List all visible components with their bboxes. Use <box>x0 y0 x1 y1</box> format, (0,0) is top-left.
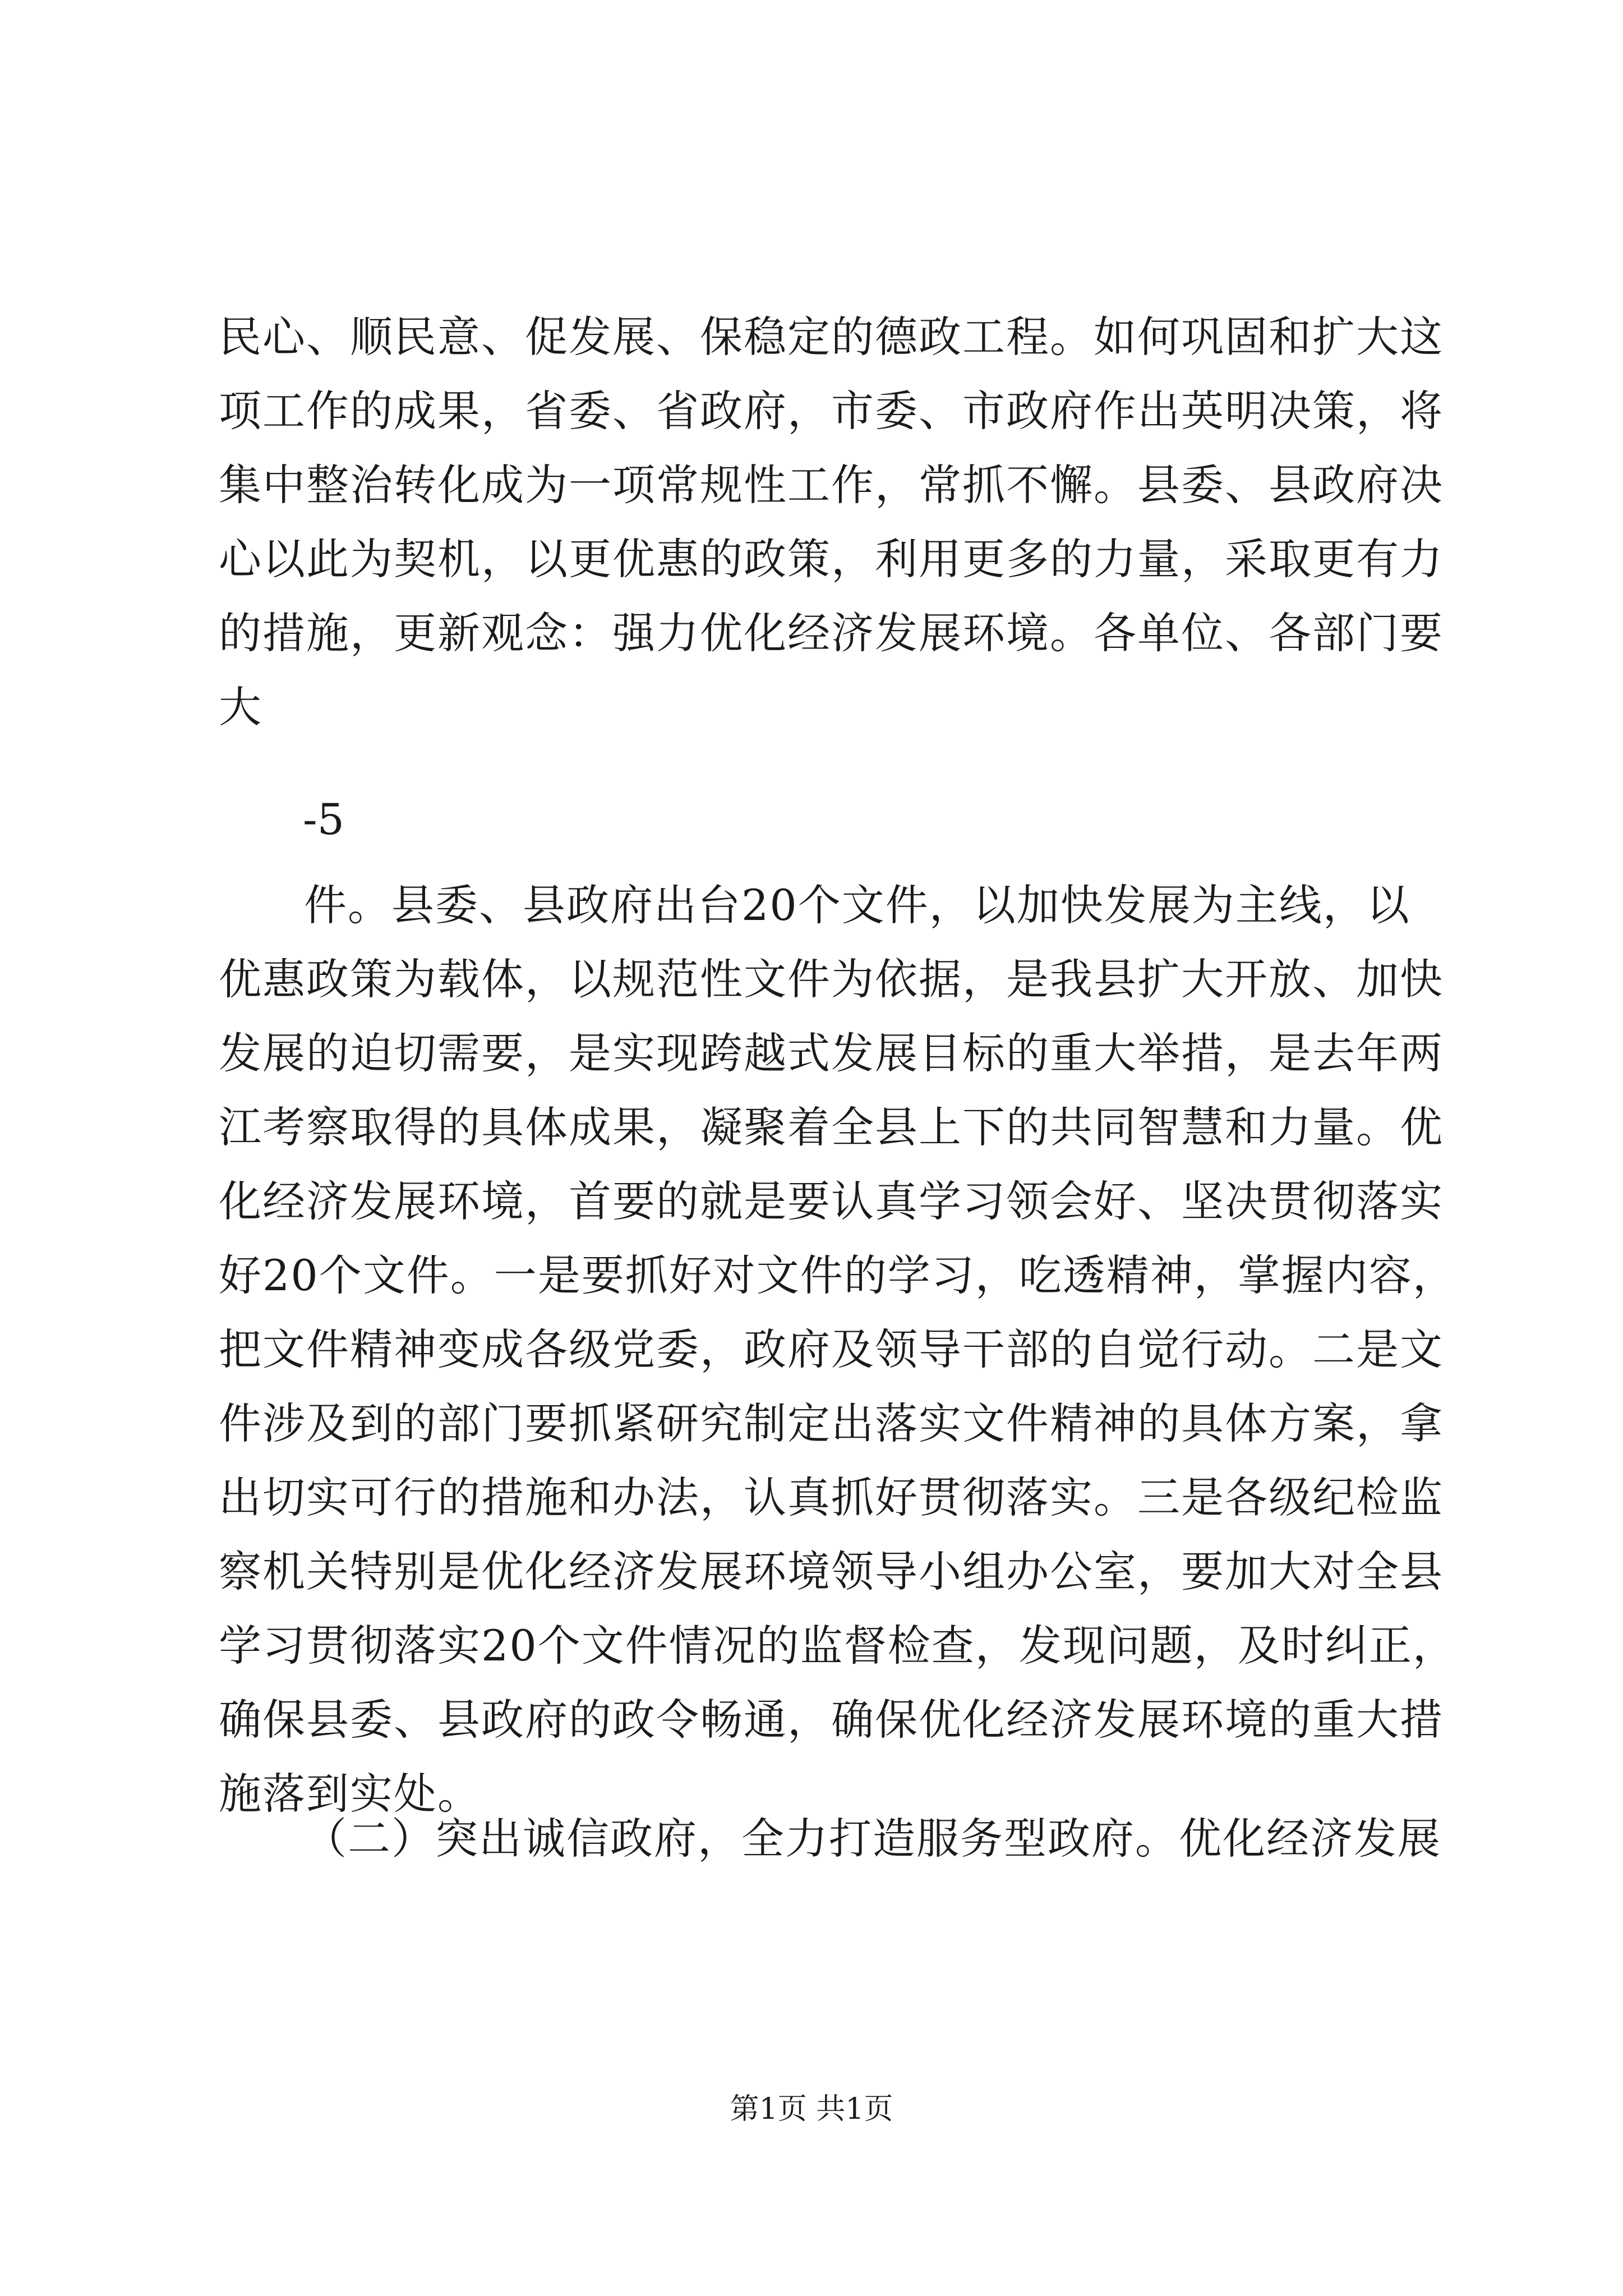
text-line: 大 <box>219 682 262 732</box>
text-line: 的措施，更新观念：强力优化经济发展环境。各单位、各部门要 <box>219 608 1444 658</box>
text-line: 件涉及到的部门要抓紧研究制定出落实文件精神的具体方案，拿 <box>219 1398 1444 1448</box>
text-line: 江考察取得的具体成果，凝聚着全县上下的共同智慧和力量。优 <box>219 1102 1444 1152</box>
text-line: 化经济发展环境，首要的就是要认真学习领会好、坚决贯彻落实 <box>219 1176 1444 1226</box>
page-marker: -5 <box>303 794 345 844</box>
text-line: （二）突出诚信政府，全力打造服务型政府。优化经济发展 <box>304 1814 1441 1864</box>
text-line: 出切实可行的措施和办法，认真抓好贯彻落实。三是各级纪检监 <box>219 1473 1444 1522</box>
text-line: 件。县委、县政府出台20个文件，以加快发展为主线，以 <box>304 880 1410 930</box>
text-line: 察机关特别是优化经济发展环境领导小组办公室，要加大对全县 <box>219 1547 1444 1596</box>
paragraph-next <box>219 1802 1441 1876</box>
text-line: 施落到实处。 <box>219 1769 481 1819</box>
text-line: 学习贯彻落实20个文件情况的监督检查，发现问题，及时纠正， <box>219 1621 1456 1671</box>
paragraph-main <box>219 868 1456 1831</box>
page-footer: 第1页 共1页 <box>730 2092 893 2126</box>
text-line: 民心、顺民意、促发展、保稳定的德政工程。如何巩固和扩大这 <box>219 312 1444 362</box>
text-line: 发展的迫切需要，是实现跨越式发展目标的重大举措，是去年两 <box>219 1028 1444 1078</box>
text-line: 把文件精神变成各级党委，政府及领导干部的自觉行动。二是文 <box>219 1324 1444 1374</box>
text-line: 心以此为契机，以更优惠的政策，利用更多的力量，采取更有力 <box>219 534 1444 584</box>
paragraph-continued <box>219 300 1444 744</box>
text-line: 项工作的成果，省委、省政府，市委、市政府作出英明决策，将 <box>219 386 1444 436</box>
text-line: 确保县委、县政府的政令畅通，确保优化经济发展环境的重大措 <box>219 1695 1444 1745</box>
text-line: 优惠政策为载体，以规范性文件为依据，是我县扩大开放、加快 <box>219 954 1444 1004</box>
text-line: 好20个文件。一是要抓好对文件的学习，吃透精神，掌握内容， <box>219 1250 1456 1300</box>
text-line: 集中整治转化成为一项常规性工作，常抓不懈。县委、县政府决 <box>219 460 1444 510</box>
